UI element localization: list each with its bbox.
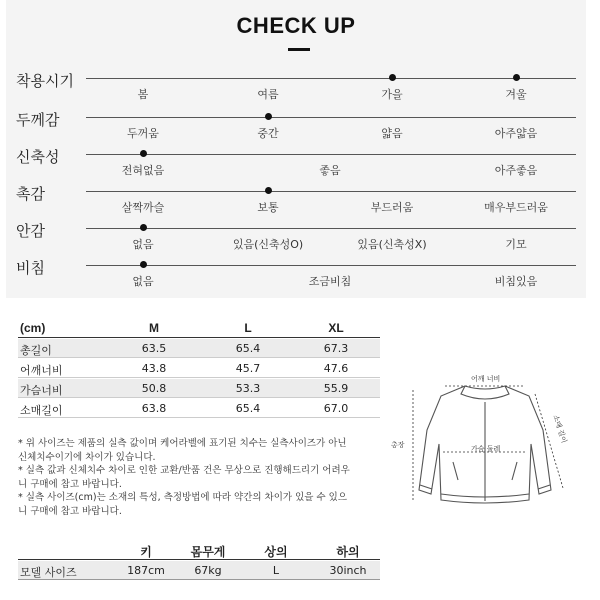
model-header-top: 상의	[264, 545, 288, 559]
scale-option: 중간	[257, 127, 279, 140]
size-header-m: M	[149, 321, 159, 335]
size-row-label: 총길이	[20, 344, 52, 357]
checkup-row-label: 신축성	[16, 148, 60, 166]
size-value-l: 45.7	[235, 362, 261, 375]
checkup-row-thickness	[6, 113, 586, 153]
selected-dot-icon	[140, 261, 147, 268]
model-height: 187cm	[127, 564, 165, 577]
scale-option: 기모	[505, 238, 527, 251]
checkup-row-season	[6, 74, 586, 114]
scale-option: 얇음	[381, 127, 403, 140]
scale-option: 좋음	[319, 164, 341, 177]
size-header-l: L	[244, 321, 252, 335]
size-value-l: 65.4	[235, 342, 261, 355]
scale-line	[86, 228, 576, 229]
title-underline	[288, 48, 310, 51]
scale-option: 없음	[132, 275, 154, 288]
total-length-label: 총장	[391, 441, 405, 449]
size-value-m: 63.5	[141, 342, 167, 355]
checkup-row-lining	[6, 224, 586, 264]
size-value-m: 43.8	[141, 362, 167, 375]
checkup-row-label: 착용시기	[16, 72, 74, 90]
model-table-header	[18, 540, 380, 560]
model-header-height: 키	[140, 545, 152, 559]
model-header-weight: 몸무게	[190, 545, 226, 559]
scale-option: 보통	[257, 201, 279, 214]
chest-width-label: 가슴 둘레	[471, 445, 501, 453]
size-value-xl: 55.9	[323, 382, 349, 395]
table-row	[18, 399, 380, 418]
checkup-row-texture	[6, 187, 586, 227]
scale-option: 있음(신축성O)	[232, 238, 304, 251]
scale-line	[86, 117, 576, 118]
note-item: * 실측 사이즈(cm)는 소재의 특성, 측정방법에 따라 약간의 차이가 있을 수 있으니 구매에 참고 바랍니다.	[18, 492, 348, 517]
scale-line	[86, 154, 576, 155]
size-row-label: 어깨너비	[20, 364, 63, 377]
scale-option: 부드러움	[370, 201, 414, 214]
selected-dot-icon	[265, 113, 272, 120]
size-row-label: 소매길이	[20, 404, 63, 417]
size-value-m: 63.8	[141, 402, 167, 415]
size-header-unit: (cm)	[20, 321, 46, 335]
selected-dot-icon	[140, 150, 147, 157]
size-value-l: 53.3	[235, 382, 261, 395]
size-value-xl: 47.6	[323, 362, 349, 375]
scale-option: 없음	[132, 238, 154, 251]
scale-option: 봄	[137, 88, 149, 101]
checkup-title: CHECK UP	[236, 13, 356, 38]
scale-option: 살짝까슬	[121, 201, 165, 214]
scale-option: 매우부드러움	[484, 201, 548, 214]
checkup-row-label: 두께감	[16, 111, 60, 129]
scale-option: 여름	[257, 88, 279, 101]
scale-line	[86, 191, 576, 192]
scale-option: 겨울	[505, 88, 527, 101]
checkup-row-label: 안감	[16, 222, 45, 240]
selected-dot-icon	[265, 187, 272, 194]
size-row-label: 가슴너비	[20, 384, 63, 397]
note-item: * 위 사이즈는 제품의 실측 값이며 케어라벨에 표기된 치수는 실측사이즈가 아닌 신체치수이기에 차이가 있습니다.	[18, 438, 347, 463]
model-top-size: L	[272, 564, 280, 577]
size-notes	[18, 437, 353, 518]
scale-option: 아주얇음	[494, 127, 538, 140]
scale-option: 비침있음	[494, 275, 538, 288]
scale-line	[86, 265, 576, 266]
model-header-bottom: 하의	[336, 545, 360, 559]
scale-option: 있음(신축성X)	[357, 238, 427, 251]
checkup-row-label: 촉감	[16, 185, 45, 203]
size-value-xl: 67.3	[323, 342, 349, 355]
shoulder-width-label: 어깨 너비	[471, 375, 501, 383]
model-bottom-size: 30inch	[329, 564, 367, 577]
scale-option: 조금비침	[308, 275, 352, 288]
checkup-panel	[6, 0, 586, 298]
model-weight: 67kg	[194, 564, 222, 577]
selected-dot-icon	[140, 224, 147, 231]
note-item: * 실측 값과 신체치수 차이로 인한 교환/반품 건은 무상으로 진행해드리기 어려우니 구매에 참고 바랍니다.	[18, 465, 350, 490]
size-value-m: 50.8	[141, 382, 167, 395]
scale-option: 아주좋음	[494, 164, 538, 177]
model-row	[18, 561, 380, 580]
scale-line	[86, 78, 576, 79]
sleeve-length-label: 소매 길이	[551, 413, 568, 445]
checkup-row-label: 비침	[16, 259, 45, 277]
scale-option: 가을	[381, 88, 403, 101]
size-value-l: 65.4	[235, 402, 261, 415]
size-value-xl: 67.0	[323, 402, 349, 415]
scale-option: 전혀없음	[121, 164, 165, 177]
table-row	[18, 379, 380, 398]
selected-dot-icon	[513, 74, 520, 81]
selected-dot-icon	[389, 74, 396, 81]
model-row-label: 모델 사이즈	[20, 566, 77, 579]
size-table-header	[18, 318, 380, 338]
scale-option: 두꺼움	[127, 127, 159, 140]
checkup-row-sheerness	[6, 261, 586, 301]
checkup-row-stretch	[6, 150, 586, 190]
table-row	[18, 359, 380, 378]
jacket-measurement-diagram	[385, 370, 585, 530]
table-row	[18, 339, 380, 358]
size-header-xl: XL	[328, 321, 344, 335]
